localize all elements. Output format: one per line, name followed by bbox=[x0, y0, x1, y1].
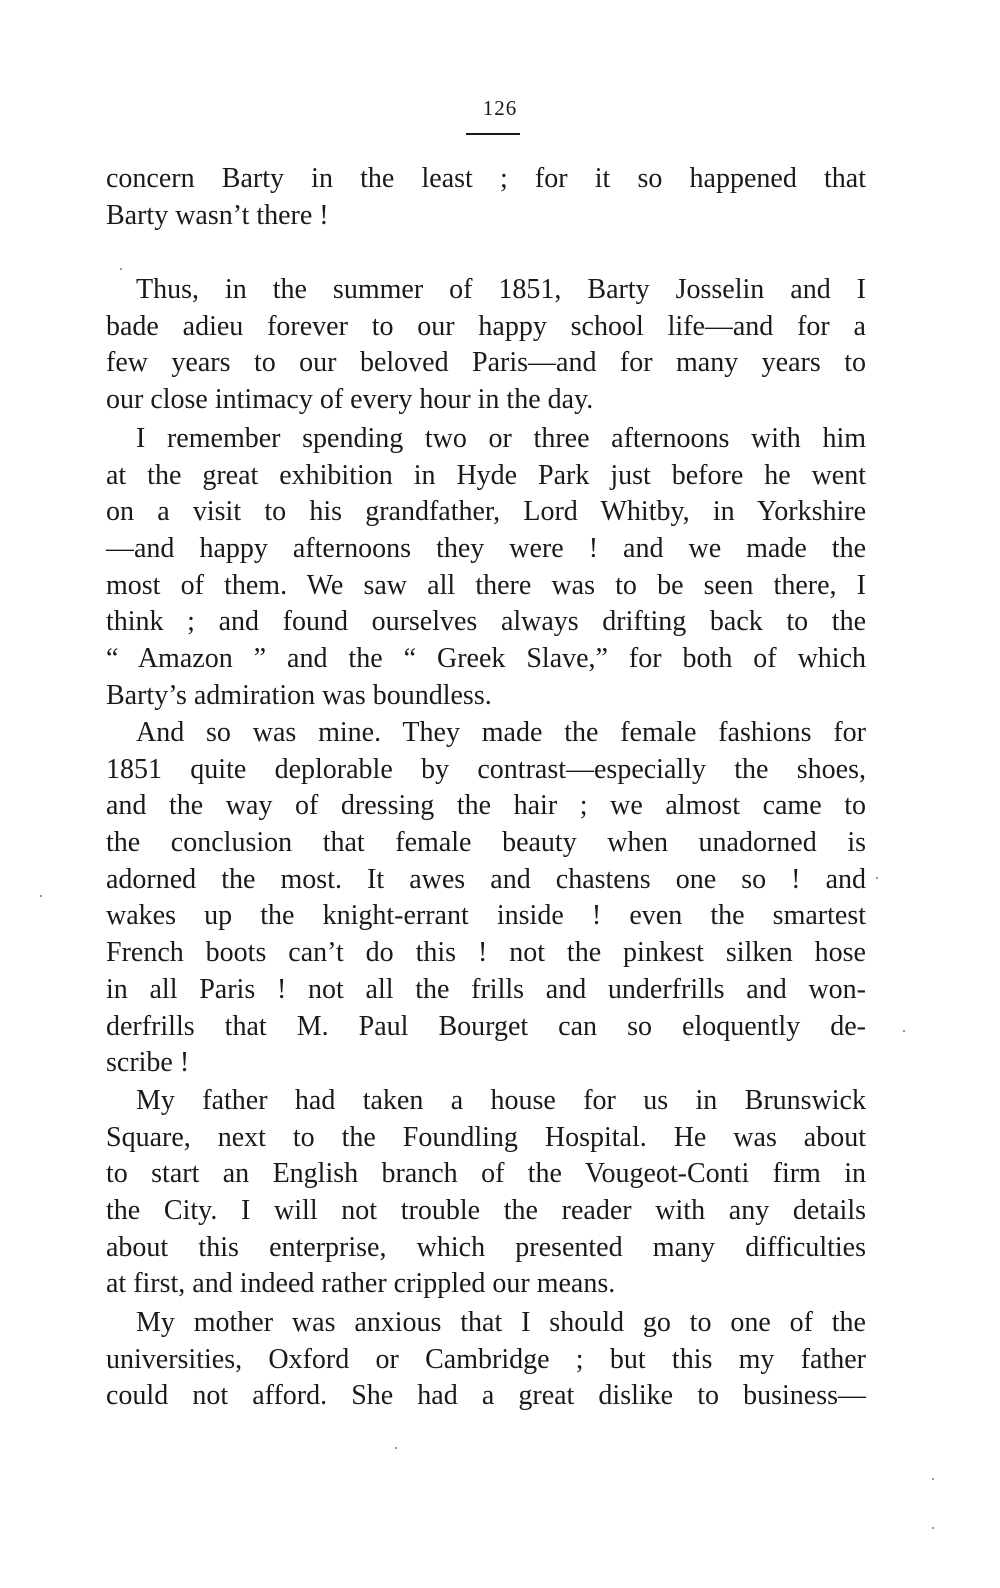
text-line: our close intimacy of every hour in the day. bbox=[106, 384, 594, 416]
text-line: the conclusion that female beauty when unadorned is bbox=[106, 827, 866, 859]
text-line: and the way of dressing the hair ; we almost came to bbox=[106, 790, 866, 822]
text-line: 1851 quite deplorable by contrast—especially the shoes, bbox=[106, 753, 866, 785]
text-line: concern Barty in the least ; for it so happened that bbox=[106, 163, 866, 194]
scan-speck bbox=[120, 268, 122, 270]
paragraph bbox=[106, 1083, 866, 1303]
text-line: —and happy afternoons they were ! and we made the bbox=[106, 533, 866, 565]
text-line: few years to our beloved Paris—and for many years to bbox=[106, 347, 866, 379]
text-line: universities, Oxford or Cambridge ; but this my father bbox=[106, 1343, 866, 1375]
text-line: most of them. We saw all there was to be seen there, I bbox=[106, 569, 866, 601]
text-line: French boots can’t do this ! not the pinkest silken hose bbox=[106, 937, 866, 969]
text-line: in all Paris ! not all the frills and underfrills and won- bbox=[106, 973, 866, 1005]
text-line: at first, and indeed rather crippled our means. bbox=[106, 1268, 616, 1300]
scan-speck bbox=[932, 1527, 934, 1529]
text-line: And so was mine. They made the female fashions for bbox=[136, 717, 866, 748]
text-line: derfrills that M. Paul Bourget can so eloquently de- bbox=[106, 1010, 866, 1042]
page-number-rule bbox=[466, 133, 520, 135]
scan-speck bbox=[903, 1030, 905, 1032]
text-line: “ Amazon ” and the “ Greek Slave,” for both of which bbox=[106, 643, 866, 675]
text-line: could not afford. She had a great dislike to business— bbox=[106, 1380, 866, 1412]
text-line: the City. I will not trouble the reader with any details bbox=[106, 1195, 866, 1227]
text-line: to start an English branch of the Vougeot-Conti firm in bbox=[106, 1158, 866, 1190]
text-line: Square, next to the Foundling Hospital. He was about bbox=[106, 1121, 866, 1153]
text-line: wakes up the knight-errant inside ! even the smartest bbox=[106, 900, 866, 932]
scan-speck bbox=[40, 895, 42, 897]
text-line: at the great exhibition in Hyde Park just before he went bbox=[106, 459, 866, 491]
text-line: Barty wasn’t there ! bbox=[106, 199, 329, 231]
text-line: bade adieu forever to our happy school life—and for a bbox=[106, 310, 866, 342]
text-line: on a visit to his grandfather, Lord Whitby, in Yorkshire bbox=[106, 496, 866, 528]
text-line: I remember spending two or three afternoons with him bbox=[136, 423, 866, 454]
scan-speck bbox=[395, 1447, 397, 1449]
text-line: think ; and found ourselves always drifting back to the bbox=[106, 606, 866, 638]
scan-speck bbox=[876, 877, 878, 879]
text-line: My mother was anxious that I should go to one of the bbox=[136, 1307, 866, 1338]
page-number: 126 bbox=[482, 96, 518, 120]
paragraph bbox=[106, 715, 866, 1082]
text-line: Barty’s admiration was boundless. bbox=[106, 679, 492, 711]
text-line: about this enterprise, which presented many difficulties bbox=[106, 1231, 866, 1263]
scan-speck bbox=[932, 1478, 934, 1480]
paragraph bbox=[106, 421, 866, 715]
paragraph bbox=[106, 272, 866, 419]
text-line: My father had taken a house for us in Brunswick bbox=[136, 1085, 866, 1116]
text-line: adorned the most. It awes and chastens one so ! and bbox=[106, 863, 866, 895]
text-line: Thus, in the summer of 1851, Barty Josselin and I bbox=[136, 274, 866, 305]
paragraph-continuation bbox=[106, 161, 866, 234]
paragraph bbox=[106, 1305, 866, 1415]
text-line: scribe ! bbox=[106, 1047, 190, 1079]
